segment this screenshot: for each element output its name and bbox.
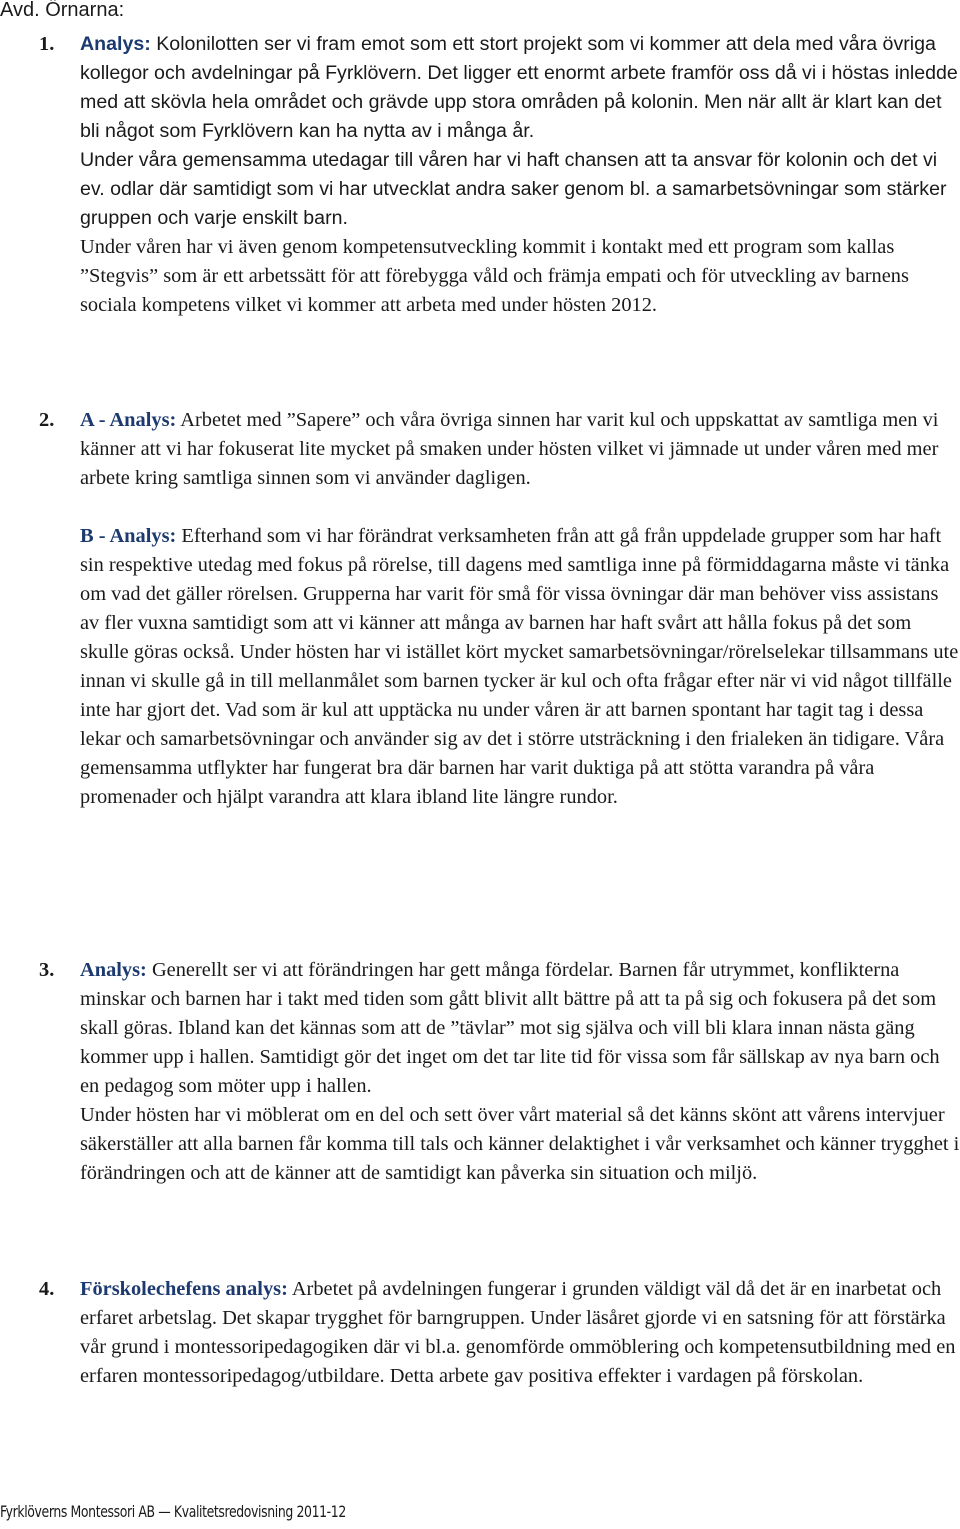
paragraph: Under hösten har vi möblerat om en del och sett över vårt material så det känns skönt att vårens intervjuer säkerställer att alla barnen får komma till tals och känner delaktighet i vår verksamhet och känner trygghet i förändringen och att de känner att de samtidigt kan påverka sin situation och miljö. [80, 1104, 960, 1184]
analysis-label: Analys: [80, 959, 147, 981]
paragraph-text: Arbetet med ”Sapere” och våra övriga sinnen har varit kul och uppskattat av samtliga men vi känner att vi har fokuserat lite mycket på smaken under hösten vilket vi jämnade ut under våren med mer arbete kring samtliga sinnen som vi använder dagligen. [80, 409, 939, 489]
analysis-label: Förskolechefens analys: [80, 1278, 288, 1300]
paragraph [80, 406, 960, 493]
item-number: 4. [39, 1278, 55, 1300]
paragraph-text: Efterhand som vi har förändrat verksamheten från att gå från uppdelade grupper som har haft sin respektive utedag med fokus på rörelse, till dagens med samtliga inne på förmiddagarna måste vi tänka om vad det gäller rörelsen. Grupperna har varit för små för vissa övningar där man behöver viss assistans av fler vuxna samtidigt som att vi känner att många av barnen har haft svårt att hålla fokus på det som skulle göras också. Under hösten har vi istället kört mycket samarbetsövningar/rörelselekar tillsammans ute innan vi skulle gå in till mellanmålet som barnen tycker är kul och ofta frågar efter när vi vid något tillfälle inte har gjort det. Vad som är kul att upptäcka nu under våren är att barnen spontant har tagit tag i dessa lekar och samarbetsövningar och använder sig av det i större utsträckning i den frialeken än tidigare. Våra gemensamma utflykter har fungerat bra där barnen har varit duktiga på att stötta varandra på våra promenader och hjälpt varandra att klara ibland lite längre rundor. [80, 525, 959, 808]
paragraph-text: Arbetet på avdelningen fungerar i grunden väldigt väl då det är en inarbetat och erfaret arbetslag. Det skapar trygghet för barngruppen. Under läsåret gjorde vi en satsning för att förstärka vår grund i montessoripedagogiken där vi bl.a. genomförde ommöblering och kompetensutbildning med en erfaren montessoripedagog/utbildare. Detta arbete gav positiva effekter i vardagen på förskolan. [80, 1278, 956, 1387]
item-number: 2. [39, 409, 55, 431]
analysis-label: B - Analys: [80, 525, 177, 547]
item-number: 1. [39, 33, 55, 55]
paragraph: Under våra gemensamma utedagar till våren har vi haft chansen att ta ansvar för kolonin och det vi ev. odlar där samtidigt som vi har utvecklat andra saker genom bl. a samarbetsövningar som stärker gruppen och varje enskilt barn. [80, 149, 947, 229]
paragraph-text: Kolonilotten ser vi fram emot som ett stort projekt som vi kommer att dela med våra övriga kollegor och avdelningar på Fyrklövern. Det ligger ett enormt arbete framför oss då vi i höstas inledde med att skövla hela området och grävde upp stora områden på kolonin. Men när allt är klart kan det bli något som Fyrklövern kan ha nytta av i många år. [80, 33, 958, 142]
item-content [80, 956, 960, 1188]
paragraph-text: Generellt ser vi att förändringen har gett många fördelar. Barnen får utrymmet, konflikterna minskar och barnen har i takt med tiden som gått blivit allt bättre på att ta på sig och fokusera på det som skall göras. Ibland kan det kännas som att de ”tävlar” mot sig själva och vill bli klara innan nästa gäng kommer upp i hallen. Samtidigt gör det inget om det tar lite tid för vissa som får sällskap av nya barn och en pedagog som möter upp i hallen. [80, 959, 940, 1097]
item-content [80, 406, 960, 812]
paragraph-gap [80, 493, 960, 522]
paragraph [80, 522, 960, 812]
item-content [80, 1275, 960, 1391]
paragraph [80, 30, 960, 146]
item-number: 3. [39, 959, 55, 981]
paragraph [80, 1275, 960, 1391]
analysis-label: Analys: [80, 33, 151, 55]
analysis-label: A - Analys: [80, 409, 177, 431]
paragraph [80, 956, 960, 1101]
paragraph: Under våren har vi även genom kompetensutveckling kommit i kontakt med ett program som kallas ”Stegvis” som är ett arbetssätt för att förebygga våld och främja empati och för utveckling av barnens sociala kompetens vilket vi kommer att arbeta med under hösten 2012. [80, 236, 909, 316]
page-footer: Fyrklöverns Montessori AB — Kvalitetsredovisning 2011-12 [0, 1502, 346, 1521]
item-content [80, 30, 960, 320]
department-heading: Avd. Örnarna: [0, 0, 125, 21]
